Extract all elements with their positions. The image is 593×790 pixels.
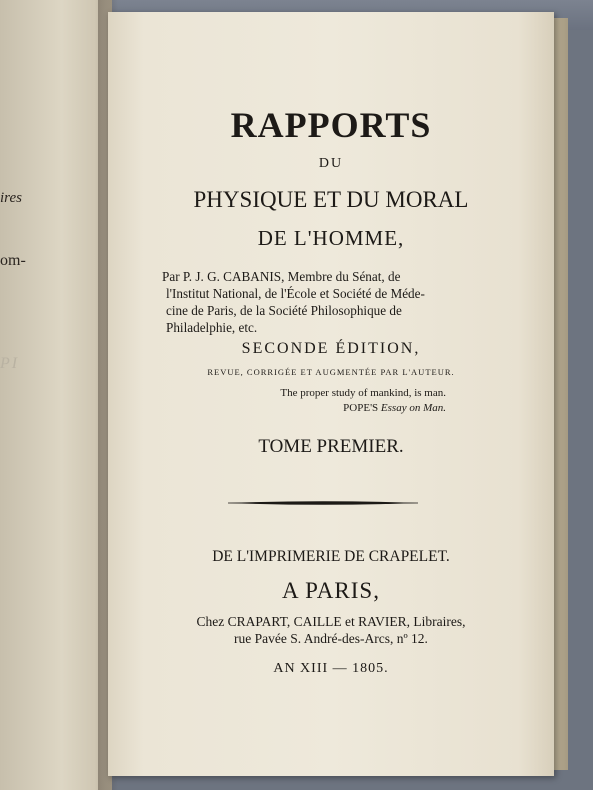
edition-statement: SECONDE ÉDITION,: [241, 340, 421, 357]
author-line: l'Institut National, de l'École et Société de Méde-: [166, 286, 425, 301]
author-line: cine de Paris, de la Société Philosophique de: [166, 303, 402, 318]
epigraph-source: [108, 402, 446, 414]
publisher-line: Chez CRAPART, CAILLE et RAVIER, Libraires,: [196, 614, 466, 629]
subtitle-line: DE L'HOMME,: [257, 226, 405, 250]
publication-date: AN XIII — 1805.: [273, 661, 389, 676]
author-statement: [162, 268, 488, 336]
author-line: Par P. J. G. CABANIS, Membre du Sénat, de: [162, 269, 401, 284]
printer-line: DE L'IMPRIMERIE DE CRAPELET.: [212, 548, 450, 565]
address-line: rue Pavée S. André-des-Arcs, nº 12.: [234, 631, 428, 646]
subtitle-line: PHYSIQUE ET DU MORAL: [193, 187, 469, 212]
volume-label: TOME PREMIER.: [258, 436, 404, 457]
left-page-fragment: om-: [0, 252, 26, 269]
left-page-fragment: ires: [0, 190, 22, 206]
left-page: [0, 0, 112, 790]
ornamental-rule: [228, 498, 418, 508]
epigraph-work: Essay on Man.: [380, 402, 446, 414]
page-edges: [554, 18, 568, 770]
author-line: Philadelphie, etc.: [166, 320, 258, 335]
title-connector: DU: [318, 156, 344, 171]
book-title: RAPPORTS: [230, 105, 432, 145]
revision-statement: REVUE, CORRIGÉE ET AUGMENTÉE PAR L'AUTEUR.: [207, 367, 455, 377]
title-page: [108, 12, 554, 776]
left-page-fragment: PI: [0, 355, 20, 372]
city-line: A PARIS,: [282, 578, 380, 603]
epigraph-author: POPE'S: [343, 402, 379, 414]
epigraph: The proper study of mankind, is man.: [280, 387, 446, 399]
